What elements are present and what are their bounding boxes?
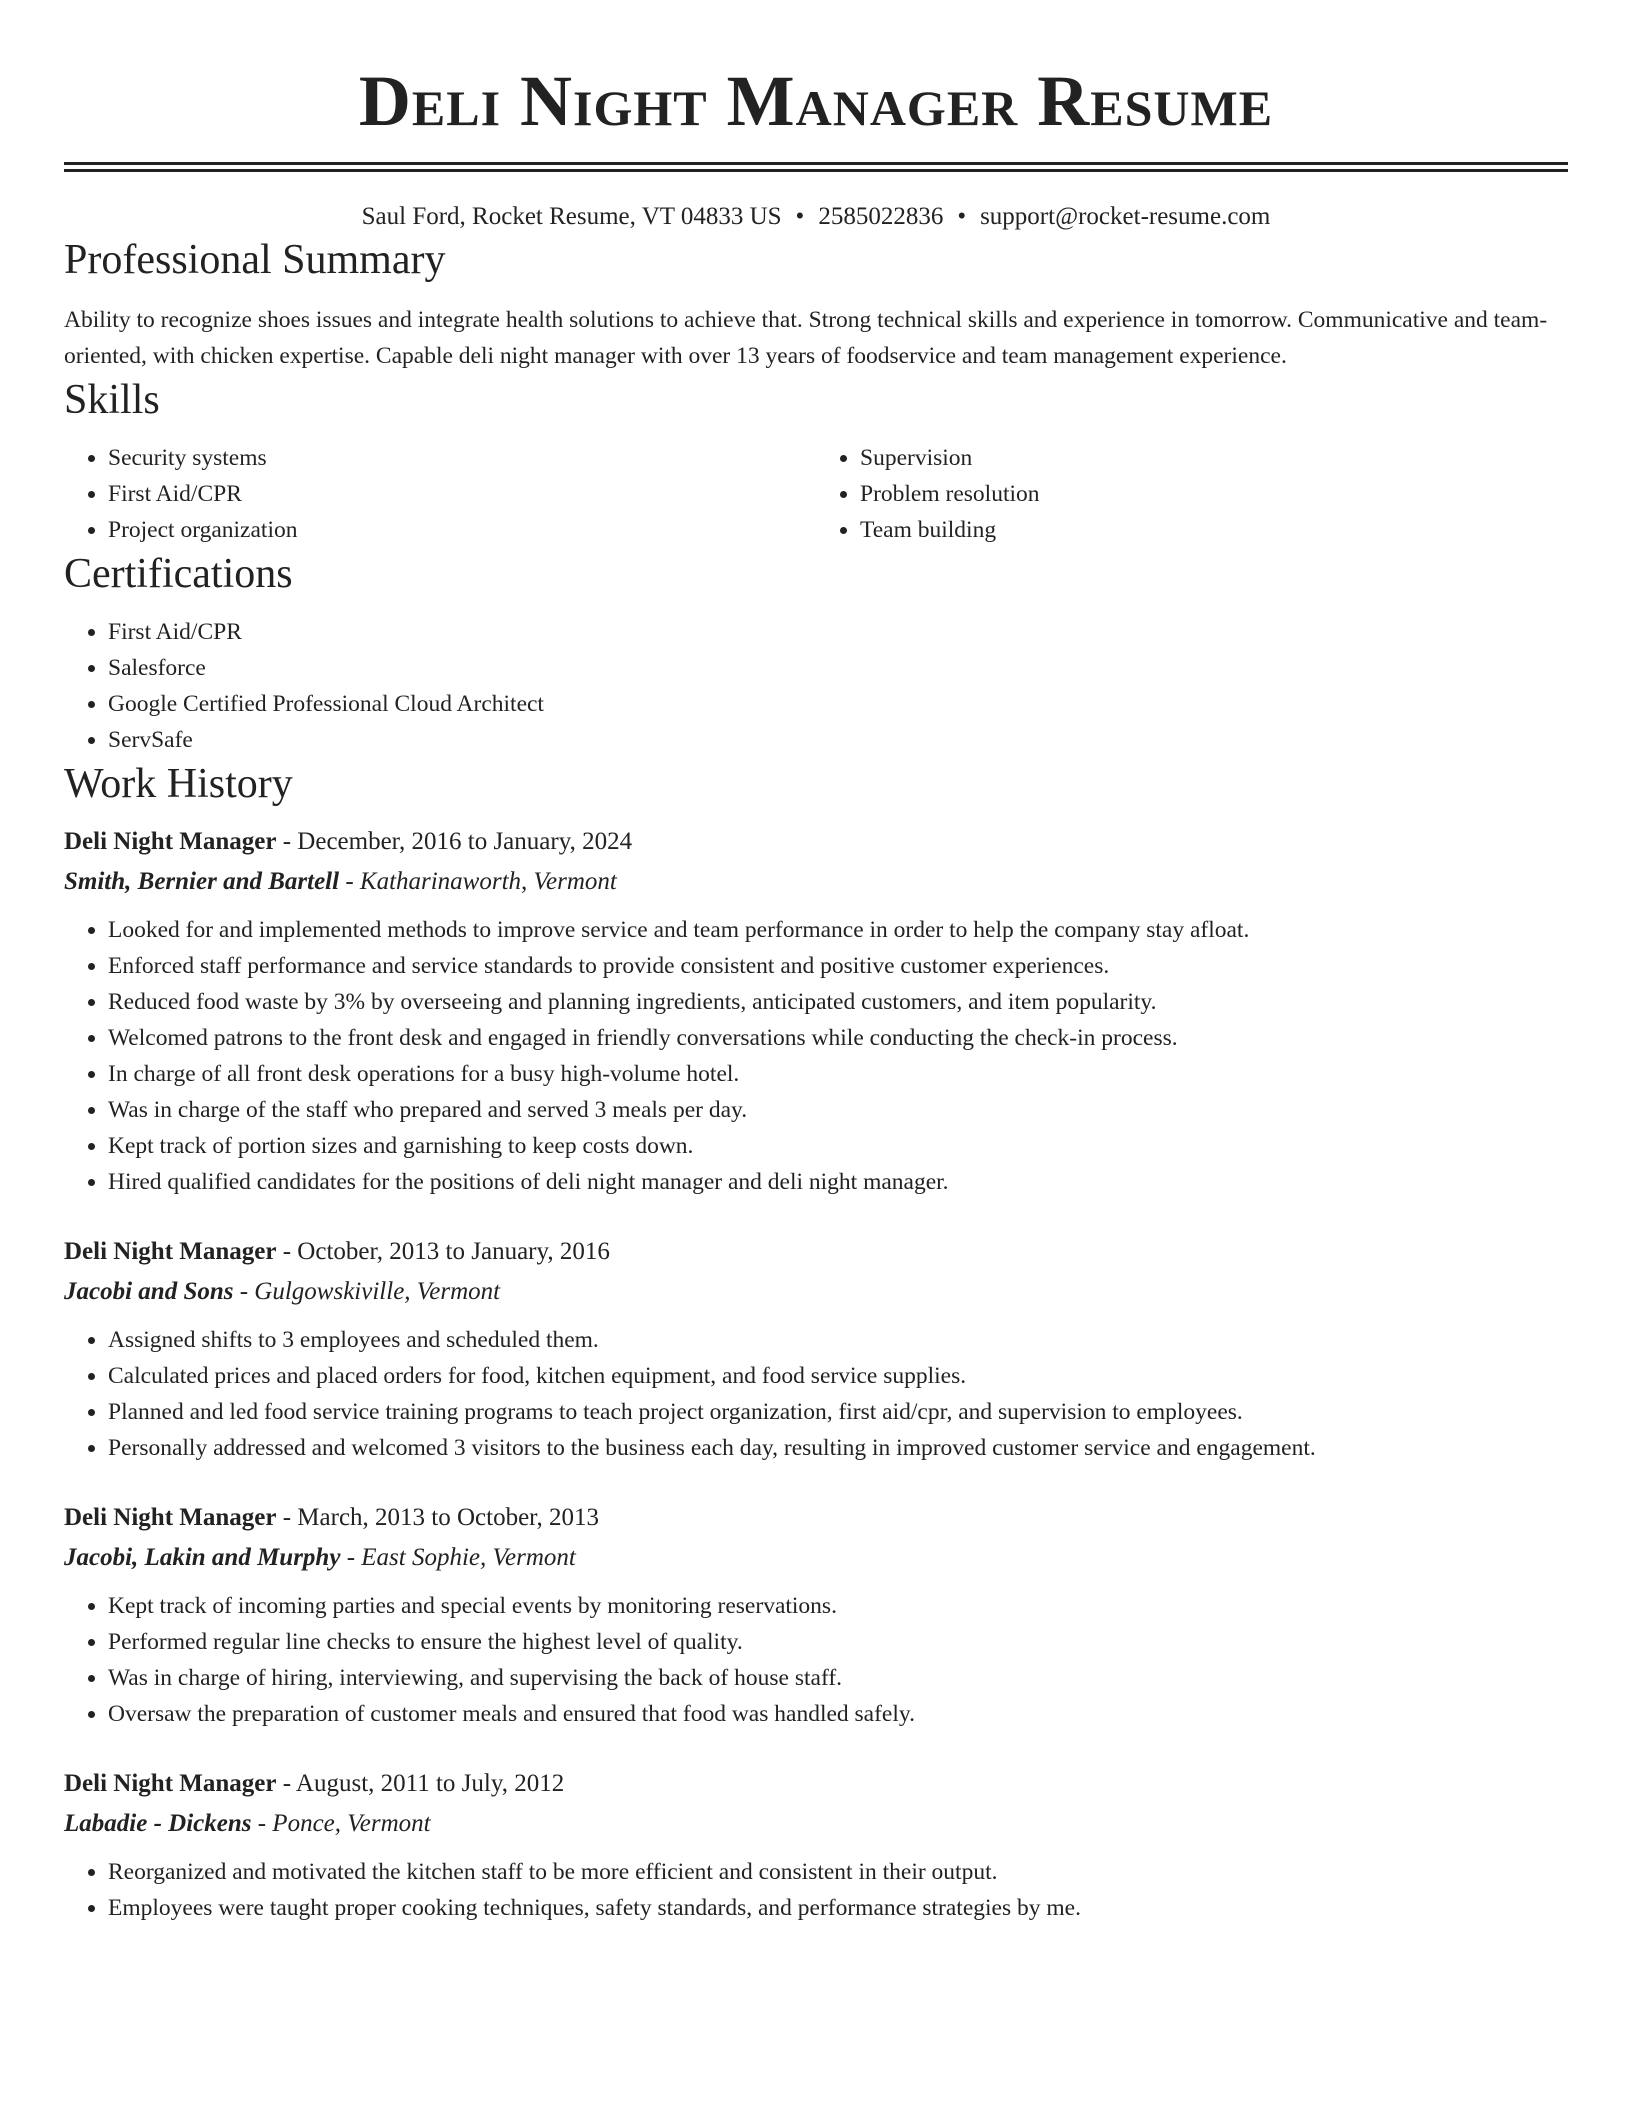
skills-right-list	[816, 440, 1568, 548]
job-dates: - October, 2013 to January, 2016	[276, 1238, 610, 1265]
job-bullet: • Enforced staff performance and service standards to provide consistent and positive customer experiences.	[108, 948, 1568, 984]
job-bullet: • Calculated prices and placed orders for food, kitchen equipment, and food service supplies.	[108, 1358, 1568, 1394]
job-title-line	[64, 1764, 1568, 1804]
job-bullets	[64, 912, 1568, 1200]
contact-phone: 2585022836	[818, 203, 944, 230]
skills-heading: Skills	[64, 377, 160, 423]
job-company: Jacobi, Lakin and Murphy	[64, 1544, 341, 1571]
job-bullet: • Reorganized and motivated the kitchen staff to be more efficient and consistent in their output.	[108, 1854, 1568, 1890]
contact-email: support@rocket-resume.com	[980, 203, 1271, 230]
certification-item: • Salesforce	[108, 650, 1568, 686]
job-bullet: • Kept track of incoming parties and special events by monitoring reservations.	[108, 1588, 1568, 1624]
job-title-line	[64, 1232, 1568, 1272]
summary-heading: Professional Summary	[64, 237, 446, 283]
job-title: Deli Night Manager	[64, 1770, 277, 1797]
skill-item: • Project organization	[108, 512, 816, 548]
title-divider	[64, 162, 1568, 172]
job-company: Jacobi and Sons	[64, 1278, 234, 1305]
job-entry	[64, 1498, 1568, 1732]
job-company-line	[64, 1804, 1568, 1844]
job-title-line	[64, 1498, 1568, 1538]
job-company: Smith, Bernier and Bartell	[64, 868, 340, 895]
job-bullet: • Looked for and implemented methods to improve service and team performance in order to help the company stay afloat.	[108, 912, 1568, 948]
job-location: - Ponce, Vermont	[251, 1810, 431, 1837]
job-entry	[64, 822, 1568, 1200]
skills-left-list	[64, 440, 816, 548]
job-bullet: • Was in charge of hiring, interviewing, and supervising the back of house staff.	[108, 1660, 1568, 1696]
job-company: Labadie - Dickens	[64, 1810, 252, 1837]
skill-item: • Team building	[860, 512, 1568, 548]
certification-item: • Google Certified Professional Cloud Architect	[108, 686, 1568, 722]
skills-columns	[64, 440, 1568, 548]
job-bullet: • Planned and led food service training programs to teach project organization, first aid/cpr, and supervision to employees.	[108, 1394, 1568, 1430]
job-title: Deli Night Manager	[64, 828, 277, 855]
job-title-line	[64, 822, 1568, 862]
job-title: Deli Night Manager	[64, 1504, 277, 1531]
job-dates: - August, 2011 to July, 2012	[276, 1770, 565, 1797]
certifications-heading: Certifications	[64, 551, 293, 597]
work-history-heading: Work History	[64, 761, 293, 807]
job-bullet: • Oversaw the preparation of customer meals and ensured that food was handled safely.	[108, 1696, 1568, 1732]
job-entry	[64, 1232, 1568, 1466]
skill-item: • Supervision	[860, 440, 1568, 476]
job-location: - Gulgowskiville, Vermont	[233, 1278, 501, 1305]
job-location: - East Sophie, Vermont	[340, 1544, 576, 1571]
job-bullet: • Was in charge of the staff who prepared and served 3 meals per day.	[108, 1092, 1568, 1128]
job-company-line	[64, 862, 1568, 902]
job-bullet: • Welcomed patrons to the front desk and engaged in friendly conversations while conducting the check-in process.	[108, 1020, 1568, 1056]
job-bullets	[64, 1588, 1568, 1732]
skill-item: • Problem resolution	[860, 476, 1568, 512]
certification-item: • First Aid/CPR	[108, 614, 1568, 650]
job-bullet: • Personally addressed and welcomed 3 visitors to the business each day, resulting in improved customer service and engagement.	[108, 1430, 1568, 1466]
job-title: Deli Night Manager	[64, 1238, 277, 1265]
skill-item: • First Aid/CPR	[108, 476, 816, 512]
contact-line	[64, 200, 1568, 234]
job-bullets	[64, 1854, 1568, 1926]
job-dates: - March, 2013 to October, 2013	[276, 1504, 600, 1531]
job-company-line	[64, 1272, 1568, 1312]
job-entry	[64, 1764, 1568, 1926]
skill-item: • Security systems	[108, 440, 816, 476]
certifications-list	[64, 614, 1568, 758]
job-bullet: • Assigned shifts to 3 employees and scheduled them.	[108, 1322, 1568, 1358]
job-bullet: • Performed regular line checks to ensure the highest level of quality.	[108, 1624, 1568, 1660]
job-location: - Katharinaworth, Vermont	[339, 868, 617, 895]
certification-item: • ServSafe	[108, 722, 1568, 758]
summary-text: Ability to recognize shoes issues and integrate health solutions to achieve that. Strong technical skills and experience in tomorrow. Communicative and team-oriented, with chicken expertise. Capable deli night manager with over 13 years of foodservice and team management experience.	[64, 307, 1548, 369]
job-bullets	[64, 1322, 1568, 1466]
contact-separator: •	[957, 203, 967, 230]
job-bullet: • In charge of all front desk operations for a busy high-volume hotel.	[108, 1056, 1568, 1092]
contact-separator: •	[795, 203, 805, 230]
contact-address: Saul Ford, Rocket Resume, VT 04833 US	[361, 203, 782, 230]
job-bullet: • Reduced food waste by 3% by overseeing and planning ingredients, anticipated customers, and item popularity.	[108, 984, 1568, 1020]
job-bullet: • Employees were taught proper cooking techniques, safety standards, and performance strategies by me.	[108, 1890, 1568, 1926]
job-bullet: • Hired qualified candidates for the positions of deli night manager and deli night manager.	[108, 1164, 1568, 1200]
job-dates: - December, 2016 to January, 2024	[276, 828, 633, 855]
resume-title: Deli Night Manager Resume	[358, 61, 1274, 141]
job-company-line	[64, 1538, 1568, 1578]
job-bullet: • Kept track of portion sizes and garnishing to keep costs down.	[108, 1128, 1568, 1164]
